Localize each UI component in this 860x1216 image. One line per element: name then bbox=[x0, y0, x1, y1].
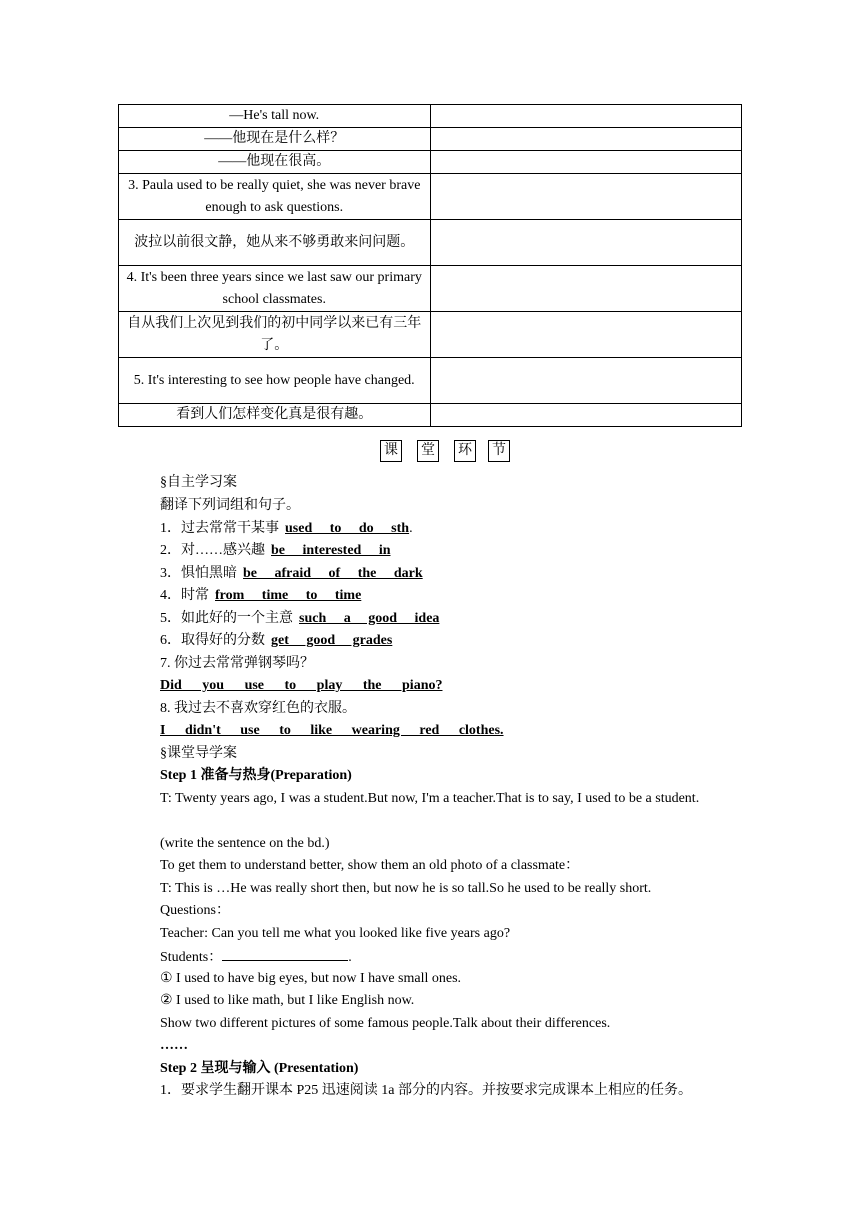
phrase-question: 3．惧怕黑暗 bbox=[160, 566, 237, 581]
table-cell-blank bbox=[430, 128, 742, 151]
phrase-question: 6．取得好的分数 bbox=[160, 633, 265, 648]
teacher-example: T: This is …He was really short then, but now he is so tall.So he used to be really short. bbox=[160, 881, 652, 896]
table-cell-blank bbox=[430, 358, 742, 404]
example-sentence-1: ① I used to have big eyes, but now I have small ones. bbox=[160, 971, 462, 986]
note-show-photo: To get them to understand better, show them an old photo of a classmate： bbox=[160, 858, 580, 873]
table-cell-source: 3. Paula used to be really quiet, she was never brave enough to ask questions. bbox=[119, 174, 431, 220]
section-title-char: 环 bbox=[454, 440, 476, 462]
phrase-answer: used to do sth bbox=[285, 521, 410, 536]
phrase-item-3 bbox=[160, 563, 423, 585]
sentence-answer-8: I didn't use to like wearing red clothes. bbox=[160, 723, 504, 738]
table-row bbox=[119, 220, 742, 266]
phrase-answer: from time to time bbox=[215, 588, 362, 603]
table-row bbox=[119, 404, 742, 427]
phrase-question: 1．过去常常干某事 bbox=[160, 521, 279, 536]
table-cell-source: 4. It's been three years since we last saw our primary school classmates. bbox=[119, 266, 431, 312]
table-cell-source: 自从我们上次见到我们的初中同学以来已有三年了。 bbox=[119, 312, 431, 358]
table-row bbox=[119, 128, 742, 151]
students-label: Students： bbox=[160, 950, 223, 965]
section-title-char: 堂 bbox=[417, 440, 439, 462]
self-study-heading: §自主学习案 bbox=[160, 475, 237, 490]
table-cell-source: 看到人们怎样变化真是很有趣。 bbox=[119, 404, 431, 427]
show-pictures-instruction: Show two different pictures of some famous people.Talk about their differences. bbox=[160, 1016, 611, 1031]
translation-table bbox=[118, 104, 742, 427]
teacher-question: Teacher: Can you tell me what you looked like five years ago? bbox=[160, 926, 511, 941]
phrase-answer: be afraid of the dark bbox=[243, 566, 423, 581]
ellipsis: …… bbox=[160, 1038, 188, 1053]
phrase-item-5 bbox=[160, 608, 439, 630]
students-answer-line bbox=[160, 945, 352, 969]
phrase-item-4 bbox=[160, 585, 361, 607]
table-row bbox=[119, 151, 742, 174]
phrase-item-2 bbox=[160, 540, 391, 562]
phrase-tail: . bbox=[409, 521, 413, 536]
table-cell-source: —He's tall now. bbox=[119, 105, 431, 128]
table-cell-source: ——他现在是什么样？ bbox=[119, 128, 431, 151]
table-cell-blank bbox=[430, 105, 742, 128]
table-cell-blank bbox=[430, 312, 742, 358]
section-title-char: 课 bbox=[380, 440, 402, 462]
phrase-answer: such a good idea bbox=[299, 611, 440, 626]
step2-heading: Step 2 呈现与输入 (Presentation) bbox=[160, 1061, 359, 1076]
section-title-char: 节 bbox=[488, 440, 510, 462]
table-row bbox=[119, 266, 742, 312]
phrase-question: 5．如此好的一个主意 bbox=[160, 611, 293, 626]
answer-blank bbox=[222, 945, 348, 961]
example-sentence-2: ② I used to like math, but I like English now. bbox=[160, 993, 415, 1008]
table-row bbox=[119, 358, 742, 404]
phrase-answer: get good grades bbox=[271, 633, 393, 648]
phrase-question: 4．时常 bbox=[160, 588, 209, 603]
table-cell-source: 波拉以前很文静，她从来不够勇敢来问问题。 bbox=[119, 220, 431, 266]
sentence-answer-7: Did you use to play the piano? bbox=[160, 678, 443, 693]
questions-label: Questions： bbox=[160, 903, 230, 918]
table-row bbox=[119, 105, 742, 128]
teacher-intro-paragraph: T: Twenty years ago, I was a student.But now, I'm a teacher.That is to say, I used to be a student. bbox=[160, 791, 700, 806]
guide-heading: §课堂导学案 bbox=[160, 746, 237, 761]
table-cell-blank bbox=[430, 174, 742, 220]
step1-heading: Step 1 准备与热身(Preparation) bbox=[160, 768, 352, 783]
table-row bbox=[119, 312, 742, 358]
table-row bbox=[119, 174, 742, 220]
table-cell-blank bbox=[430, 266, 742, 312]
phrase-question: 2．对……感兴趣 bbox=[160, 543, 265, 558]
self-study-instruction: 翻译下列词组和句子。 bbox=[160, 498, 300, 513]
phrase-item-6 bbox=[160, 630, 392, 652]
sentence-question-8: 8. 我过去不喜欢穿红色的衣服。 bbox=[160, 701, 356, 716]
table-cell-source: 5. It's interesting to see how people have changed. bbox=[119, 358, 431, 404]
note-write-board: (write the sentence on the bd.) bbox=[160, 836, 330, 851]
table-cell-blank bbox=[430, 404, 742, 427]
students-tail: . bbox=[348, 950, 352, 965]
sentence-question-7: 7. 你过去常常弹钢琴吗？ bbox=[160, 656, 314, 671]
table-cell-source: ——他现在很高。 bbox=[119, 151, 431, 174]
table-cell-blank bbox=[430, 220, 742, 266]
table-cell-blank bbox=[430, 151, 742, 174]
phrase-answer: be interested in bbox=[271, 543, 391, 558]
step2-instruction-1: 1．要求学生翻开课本 P25 迅速阅读 1a 部分的内容。并按要求完成课本上相应的任务。 bbox=[160, 1083, 692, 1098]
phrase-item-1 bbox=[160, 518, 413, 540]
